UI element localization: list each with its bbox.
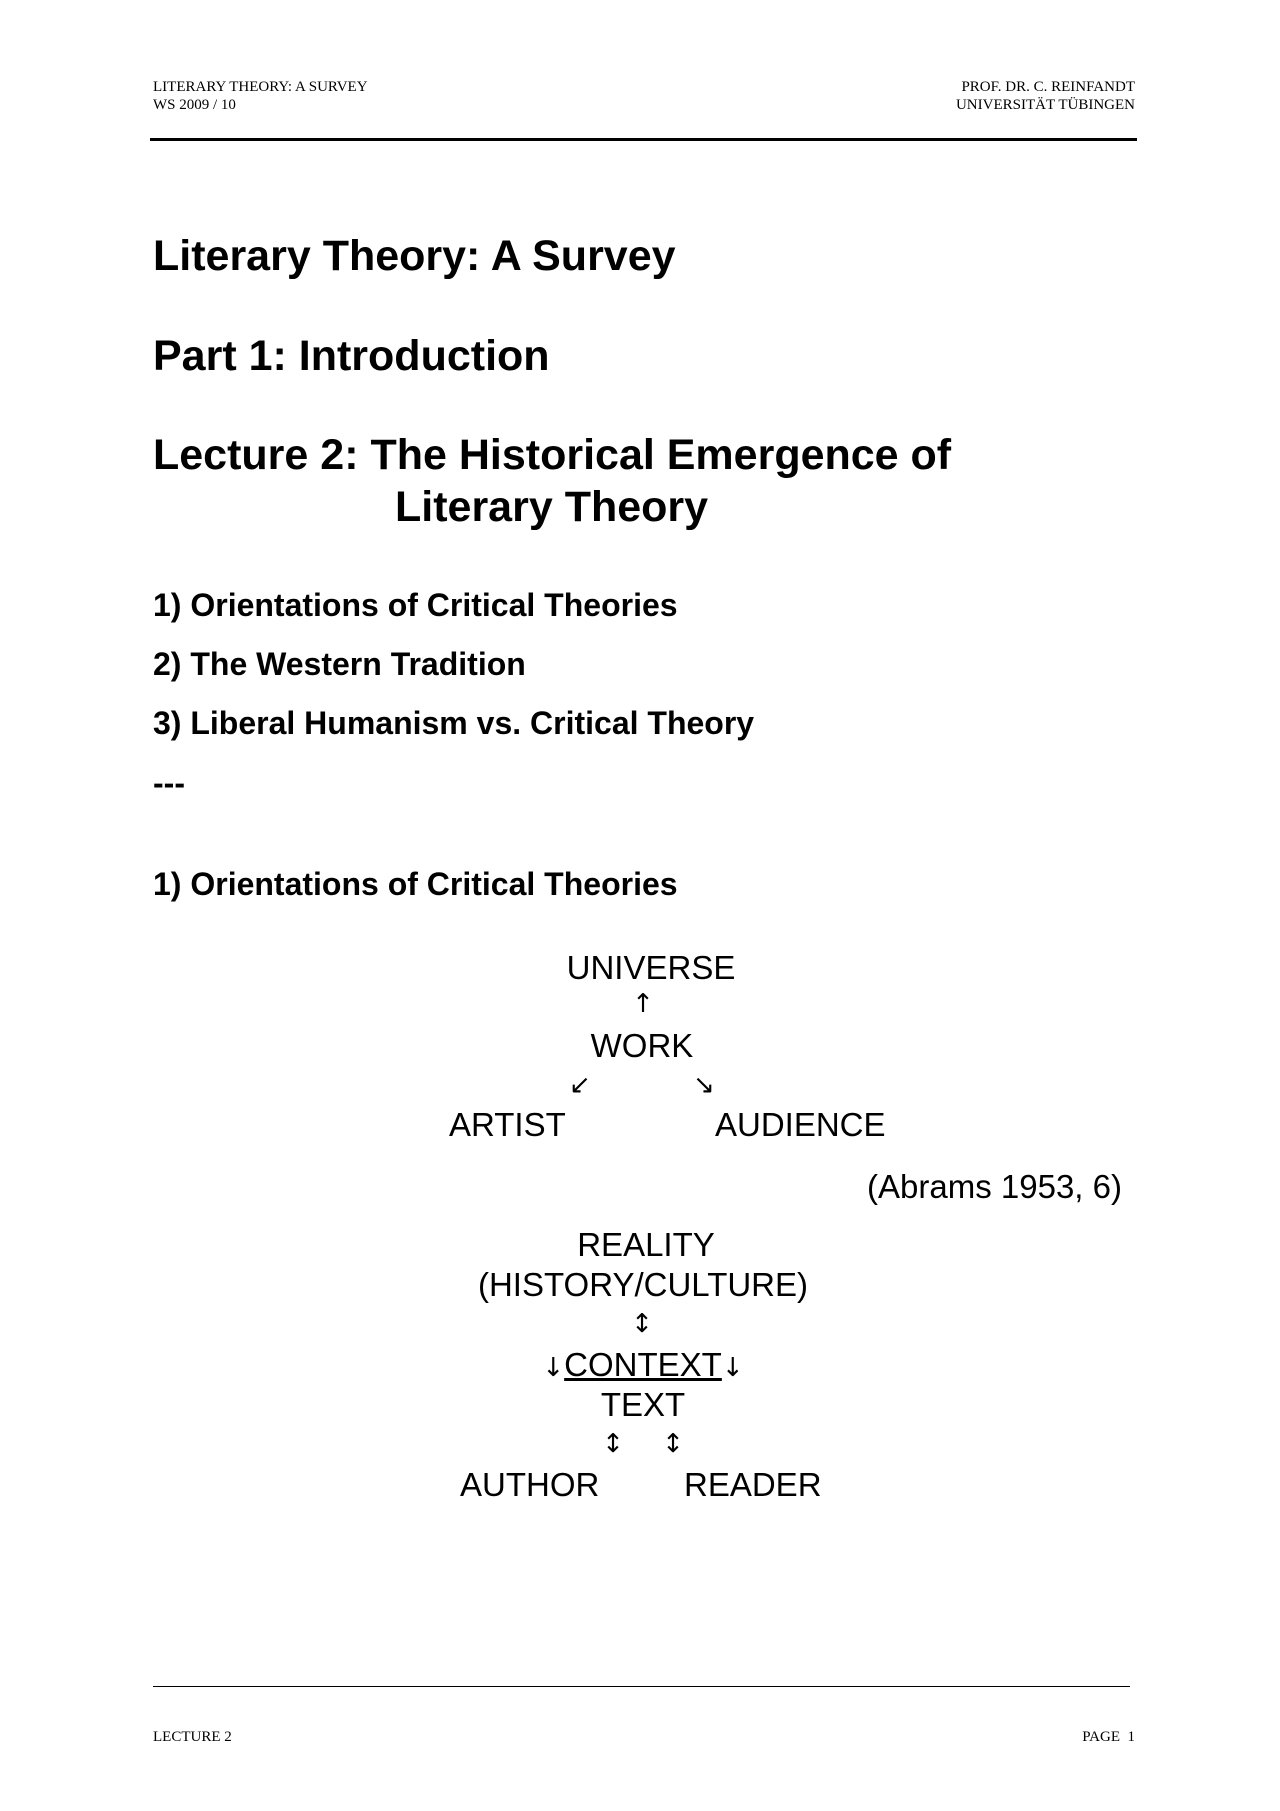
header-professor: PROF. DR. C. REINFANDT xyxy=(961,79,1135,95)
lecture-title-line1: Lecture 2: The Historical Emergence of xyxy=(153,431,952,479)
header-right xyxy=(956,78,1135,114)
diagram-text: TEXT xyxy=(600,1386,686,1423)
citation: (Abrams 1953, 6) xyxy=(867,1168,1122,1205)
toc-item-3: 3) Liberal Humanism vs. Critical Theory xyxy=(153,705,755,741)
separator: --- xyxy=(153,765,185,801)
arrow-down-icon: ↓ xyxy=(721,1353,744,1383)
header-left xyxy=(153,78,368,114)
toc-item-2: 2) The Western Tradition xyxy=(153,646,526,682)
diagram-reality: REALITY xyxy=(577,1226,715,1263)
footer-page-number: PAGE 1 xyxy=(1082,1729,1135,1745)
footer-lecture: LECTURE 2 xyxy=(153,1729,232,1745)
header-course-title: LITERARY THEORY: A SURVEY xyxy=(153,79,368,95)
diagram-context: CONTEXT xyxy=(564,1346,722,1383)
header-rule xyxy=(150,138,1137,141)
diagram-author: AUTHOR xyxy=(460,1466,600,1503)
part-title: Part 1: Introduction xyxy=(153,332,550,380)
toc-item-1: 1) Orientations of Critical Theories xyxy=(153,587,678,623)
diagram-history-culture: (HISTORY/CULTURE) xyxy=(477,1266,809,1303)
lecture-title-line2: Literary Theory xyxy=(395,483,709,531)
arrow-up-down-icon: ↕ xyxy=(602,1429,624,1459)
diagram-work: WORK xyxy=(590,1027,694,1064)
arrow-up-down-icon: ↕ xyxy=(662,1429,684,1459)
arrow-down-left-icon: ↙ xyxy=(569,1070,591,1100)
diagram-universe: UNIVERSE xyxy=(566,949,736,986)
diagram-audience: AUDIENCE xyxy=(715,1106,886,1143)
header-university: UNIVERSITÄT TÜBINGEN xyxy=(955,97,1135,113)
arrow-down-right-icon: ↘ xyxy=(693,1070,715,1100)
arrow-down-icon: ↓ xyxy=(542,1353,565,1383)
course-title: Literary Theory: A Survey xyxy=(153,232,676,280)
diagram-reader: READER xyxy=(684,1466,822,1503)
footer-rule xyxy=(153,1686,1130,1687)
arrow-up-icon: ↑ xyxy=(632,989,654,1019)
diagram-artist: ARTIST xyxy=(449,1106,566,1143)
section-heading: 1) Orientations of Critical Theories xyxy=(153,866,678,902)
arrow-up-down-icon: ↕ xyxy=(631,1309,653,1339)
header-semester: WS 2009 / 10 xyxy=(153,97,236,113)
diagram-context-row xyxy=(542,1345,743,1385)
